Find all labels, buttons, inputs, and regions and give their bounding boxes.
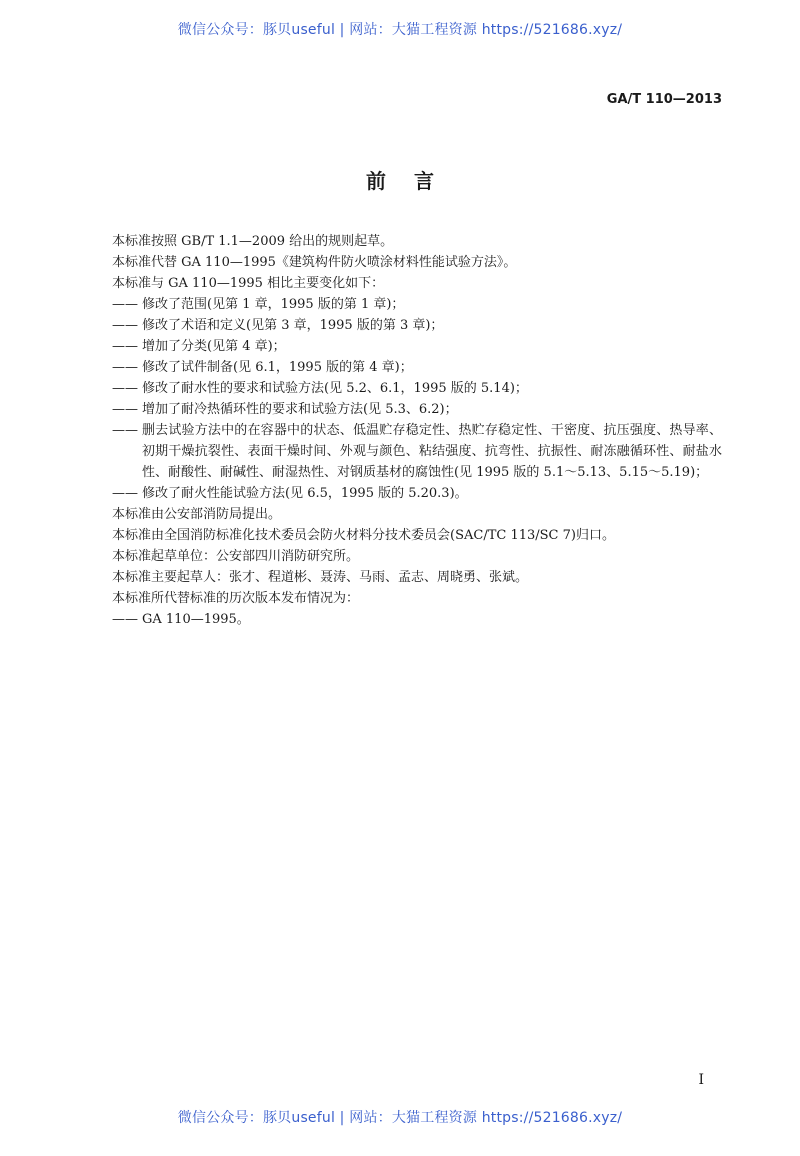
change-item xyxy=(112,399,722,420)
change-item-text: 修改了耐水性的要求和试验方法(见 5.2、6.1，1995 版的 5.14)； xyxy=(142,381,528,396)
paragraph-replaces: 本标准代替 GA 110—1995《建筑构件防火喷涂材料性能试验方法》。 xyxy=(112,255,517,270)
paragraph-under-jurisdiction: 本标准由全国消防标准化技术委员会防火材料分技术委员会(SAC/TC 113/SC 7)归口。 xyxy=(112,528,615,543)
paragraph-drafting-rules: 本标准按照 GB/T 1.1—2009 给出的规则起草。 xyxy=(112,234,394,249)
document-code: GA/T 110—2013 xyxy=(606,92,722,107)
change-item xyxy=(112,336,722,357)
change-item-text: 修改了术语和定义(见第 3 章，1995 版的第 3 章)； xyxy=(142,318,444,333)
history-item-text: GA 110—1995。 xyxy=(142,612,250,627)
paragraph-changes-intro: 本标准与 GA 110—1995 相比主要变化如下： xyxy=(112,276,385,291)
dash-marker: —— xyxy=(112,381,138,396)
paragraph-drafters: 本标准主要起草人：张才、程道彬、聂涛、马雨、孟志、周晓勇、张斌。 xyxy=(112,570,529,585)
dash-marker: —— xyxy=(112,402,138,417)
dash-marker: —— xyxy=(112,486,138,501)
change-item-text: 增加了耐冷热循环性的要求和试验方法(见 5.3、6.2)； xyxy=(142,402,458,417)
watermark-top: 微信公众号：豚贝useful | 网站：大猫工程资源 https://521686.xyz/ xyxy=(177,22,623,38)
change-item-text: 修改了试件制备(见 6.1，1995 版的第 4 章)； xyxy=(142,360,413,375)
dash-marker: —— xyxy=(112,297,138,312)
paragraph-history-intro: 本标准所代替标准的历次版本发布情况为： xyxy=(112,591,360,606)
page-title: 前言 xyxy=(366,169,462,193)
change-item xyxy=(112,378,722,399)
change-item-text: 增加了分类(见第 4 章)； xyxy=(142,339,286,354)
foreword-body xyxy=(112,231,722,630)
dash-marker: —— xyxy=(112,423,138,438)
page-number: I xyxy=(698,1072,704,1088)
dash-marker: —— xyxy=(112,360,138,375)
dash-marker: —— xyxy=(112,612,138,627)
change-item xyxy=(112,357,722,378)
change-item-text: 删去试验方法中的在容器中的状态、低温贮存稳定性、热贮存稳定性、干密度、抗压强度、热导率、初期干燥抗裂性、表面干燥时间、外观与颜色、粘结强度、抗弯性、抗振性、耐冻融循环性、耐盐水性、耐酸性、耐碱性、耐湿热性、对钢质基材的腐蚀性(见 1995 版的 5.1～5.13、5.15～5.19)； xyxy=(142,423,722,480)
history-item xyxy=(112,609,722,630)
change-item-text: 修改了耐火性能试验方法(见 6.5，1995 版的 5.20.3)。 xyxy=(142,486,468,501)
change-item xyxy=(112,294,722,315)
change-item-text: 修改了范围(见第 1 章，1995 版的第 1 章)； xyxy=(142,297,405,312)
change-item xyxy=(112,420,722,483)
change-item xyxy=(112,483,722,504)
dash-marker: —— xyxy=(112,318,138,333)
change-item xyxy=(112,315,722,336)
dash-marker: —— xyxy=(112,339,138,354)
watermark-bottom: 微信公众号：豚贝useful | 网站：大猫工程资源 https://521686.xyz/ xyxy=(177,1110,623,1126)
paragraph-proposed-by: 本标准由公安部消防局提出。 xyxy=(112,507,282,522)
paragraph-drafting-organization: 本标准起草单位：公安部四川消防研究所。 xyxy=(112,549,360,564)
